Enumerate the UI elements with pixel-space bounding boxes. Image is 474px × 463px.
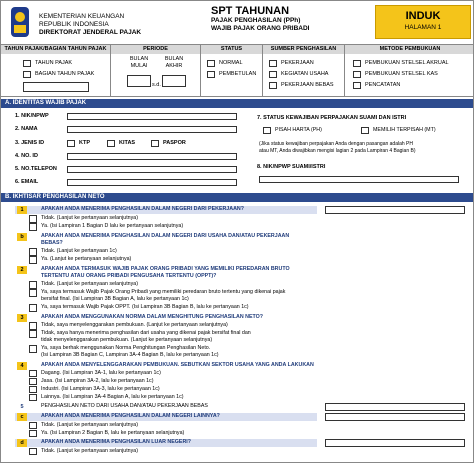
spouse-npwp-input[interactable] (259, 176, 459, 183)
question-1b-line2: BEBAS? (41, 240, 63, 246)
income-business-checkbox[interactable] (269, 71, 277, 78)
method-note-label: PENCATATAN (365, 82, 401, 88)
paspor-checkbox[interactable] (151, 140, 159, 147)
status-fix-checkbox[interactable] (207, 71, 215, 78)
question-1b1-no: Tidak. (Lanjut ke pertanyaan selanjutnya) (41, 281, 138, 287)
sector-other: Lainnya. (Isi Lampiran 3A-4 Bagian A, lalu ke pertanyaan 1c) (41, 394, 184, 400)
start-month-label: BULAN MULAI (129, 56, 149, 69)
question-1b1-no-checkbox[interactable] (29, 281, 37, 289)
question-1b1-yes1-cont: bersifat final. (Isi Lampiran 3B Bagian A, lalu ke pertanyaan 1c) (41, 296, 189, 302)
sector-trade-checkbox[interactable] (29, 370, 37, 377)
question-1b2-yes: Ya, saya berhak menggunakan Norma Penghitungan Penghasilan Neto. (41, 345, 211, 351)
form-subtitle-1: PAJAK PENGHASILAN (PPh) (211, 17, 301, 24)
tax-year-part-label: BAGIAN TAHUN PAJAK (35, 71, 95, 77)
status-title: STATUS (201, 45, 262, 54)
question-1c-amount[interactable] (325, 413, 465, 421)
income-job-label: PEKERJAAN (281, 60, 314, 66)
npwp-input[interactable] (67, 113, 237, 120)
question-1b-no-checkbox[interactable] (29, 248, 37, 256)
question-1c-yes: Ya. (Isi Lampiran 2 Bagian B, lalu ke pertanyaan selanjutnya) (41, 430, 185, 436)
question-1b-yes: Ya. (Lanjut ke pertanyaan selanjutnya) (41, 256, 132, 262)
question-1b-total-number: 5 (17, 403, 27, 411)
name-label: 2. NAMA (15, 126, 38, 132)
question-1b1-yes2-checkbox[interactable] (29, 304, 37, 312)
ph-label: PISAH HARTA (PH) (275, 127, 322, 133)
sector-service: Jasa. (Isi Lampiran 3A-2, lalu ke pertanyaan 1c) (41, 378, 154, 384)
status-fix-label: PEMBETULAN (219, 71, 257, 77)
page-badge (375, 5, 471, 39)
ph-checkbox[interactable] (263, 127, 271, 134)
period-column (111, 45, 201, 97)
npwp-label: 1. NIK/NPWP (15, 113, 49, 119)
end-month-label: BULAN AKHIR (164, 56, 184, 69)
mt-label: MEMILIH TERPISAH (MT) (373, 127, 436, 133)
phone-input[interactable] (67, 166, 237, 173)
question-1b-letter: b (17, 233, 27, 241)
email-input[interactable] (67, 179, 237, 186)
question-1a-no-checkbox[interactable] (29, 215, 37, 223)
status-column (201, 45, 263, 97)
question-1b1-yes2: Ya, saya termasuk Wajib Pajak OPPT. (Isi Lampiran 3B Bagian B, lalu ke pertanyaan 1c) (41, 304, 249, 310)
question-1c-yes-checkbox[interactable] (29, 430, 37, 437)
ministry-name: KEMENTERIAN KEUANGAN (39, 13, 125, 20)
period-title: PERIODE (111, 45, 200, 54)
question-1b1-line2: TERTENTU ATAU ORANG PRIBADI PENGUSAHA TERTENTU (OPPT)? (41, 273, 217, 279)
income-business-label: KEGIATAN USAHA (281, 71, 329, 77)
name-input[interactable] (67, 126, 237, 133)
income-source-title: SUMBER PENGHASILAN (263, 45, 344, 54)
method-accrual-label: PEMBUKUAN STELSEL AKRUAL (365, 60, 449, 66)
question-1d-no-checkbox[interactable] (29, 448, 37, 455)
period-sd: s.d. (152, 82, 161, 88)
question-1a-no: Tidak. (Lanjut ke pertanyaan selanjutnya) (41, 215, 138, 221)
agency-block (39, 13, 141, 37)
question-1c: APAKAH ANDA MENERIMA PENGHASILAN DALAM NEGERI LAINNYA? (41, 413, 220, 419)
question-1b1-yes1-checkbox[interactable] (29, 289, 37, 297)
ktp-label: KTP (79, 140, 90, 146)
bookkeeping-column (345, 45, 474, 97)
method-cash-label: PEMBUKUAN STELSEL KAS (365, 71, 438, 77)
net-income-business-amount[interactable] (325, 403, 465, 411)
email-label: 6. EMAIL (15, 179, 39, 185)
sector-other-checkbox[interactable] (29, 394, 37, 401)
form-header (1, 1, 474, 45)
end-month-input[interactable] (162, 75, 186, 87)
question-1b2-no: Tidak, saya menyelenggarakan pembukuan. (Lanjut ke pertanyaan selanjutnya) (41, 322, 228, 328)
form-title-block (211, 5, 309, 33)
sector-trade: Dagang. (Isi Lampiran 3A-1, lalu ke pertanyaan 1c) (41, 370, 161, 376)
kitas-checkbox[interactable] (107, 140, 115, 147)
income-free-label: PEKERJAAN BEBAS (281, 82, 334, 88)
phone-label: 5. NO.TELEPON (15, 166, 57, 172)
question-1b1-number: 2 (17, 266, 27, 274)
question-1d-letter: d (17, 439, 27, 447)
income-free-checkbox[interactable] (269, 82, 277, 89)
tax-year-part-checkbox[interactable] (23, 71, 31, 78)
id-no-label: 4. NO. ID (15, 153, 38, 159)
ministry-emblem-icon (5, 5, 35, 39)
question-1b2-no2: Tidak, saya hanya menerima penghasilan dari usaha yang dikenai pajak bersifat final dan (41, 330, 251, 336)
income-job-checkbox[interactable] (269, 60, 277, 67)
question-1b1-yes1: Ya, saya termasuk Wajib Pajak Orang Pribadi yang memiliki peredaran bruto tertentu yang dikenai pajak (41, 289, 286, 295)
tax-year-full-checkbox[interactable] (23, 60, 31, 67)
question-1b-no: Tidak. (Lanjut ke pertanyaan 1c) (41, 248, 117, 254)
tax-year-column (1, 45, 111, 97)
question-1c-letter: c (17, 413, 27, 421)
question-1b3: APAKAH ANDA MENYELENGGARAKAN PEMBUKUAN. SEBUTKAN SEKTOR USAHA YANG ANDA LAKUKAN (41, 362, 314, 368)
method-note-checkbox[interactable] (353, 82, 361, 89)
question-1b-yes-checkbox[interactable] (29, 256, 37, 264)
question-1b2-no2-checkbox[interactable] (29, 330, 37, 338)
tax-year-full-label: TAHUN PAJAK (35, 60, 73, 66)
question-1a-amount[interactable] (325, 206, 465, 214)
sector-industry: Industri. (Isi Lampiran 3A-3, lalu ke pertanyaan 1c) (41, 386, 160, 392)
question-1d-no: Tidak. (Lanjut ke pertanyaan selanjutnya) (41, 448, 138, 454)
ktp-checkbox[interactable] (67, 140, 75, 147)
method-accrual-checkbox[interactable] (353, 60, 361, 67)
start-month-input[interactable] (127, 75, 151, 87)
question-1c-no: Tidak. (Lanjut ke pertanyaan selanjutnya) (41, 422, 138, 428)
question-1b2: APAKAH ANDA MENGGUNAKAN NORMA DALAM MENGHITUNG PENGHASILAN NETO? (41, 314, 263, 320)
question-1b2-yes-cont: (Isi Lampiran 3B Bagian C, Lampiran 3A-4 Bagian B, lalu ke pertanyaan 1c) (41, 352, 219, 358)
directorate-name: DIREKTORAT JENDERAL PAJAK (39, 29, 142, 36)
question-1b2-yes-checkbox[interactable] (29, 345, 37, 353)
question-1a: APAKAH ANDA MENERIMA PENGHASILAN DALAM NEGERI DARI PEKERJAAN? (41, 206, 244, 212)
id-no-input[interactable] (67, 153, 237, 160)
question-1b1-line1: APAKAH ANDA TERMASUK WAJIB PAJAK ORANG PRIBADI YANG MEMILIKI PEREDARAN BRUTO (41, 266, 290, 272)
spouse-note-2: atau MT, Anda diwajibkan mengisi lagian 2 pada Lampiran 4 Bagian B) (259, 148, 416, 154)
net-income-business-label: PENGHASILAN NETO DARI USAHA DAN/ATAU PEKERJAAN BEBAS (41, 403, 208, 409)
tax-year-input[interactable] (23, 82, 89, 92)
mt-checkbox[interactable] (361, 127, 369, 134)
badge-page: HALAMAN 1 (404, 24, 442, 31)
form-title: SPT TAHUNAN (211, 5, 290, 17)
status-normal-checkbox[interactable] (207, 60, 215, 67)
question-1c-no-checkbox[interactable] (29, 422, 37, 429)
method-cash-checkbox[interactable] (353, 71, 361, 78)
question-1-number: 1 (17, 206, 27, 214)
income-source-column (263, 45, 345, 97)
spouse-npwp-label: 8. NIK/NPWP SUAMI/ISTRI (257, 164, 326, 170)
bookkeeping-title: METODE PEMBUKUAN (345, 45, 474, 54)
question-1b2-no-checkbox[interactable] (29, 322, 37, 330)
section-a-header: A. IDENTITAS WAJIB PAJAK (1, 99, 474, 108)
question-1b3-number: 4 (17, 362, 27, 370)
kitas-label: KITAS (119, 140, 136, 146)
question-1b-line1: APAKAH ANDA MENERIMA PENGHASILAN DALAM NEGERI DARI USAHA DAN/ATAU PEKERJAAN (41, 233, 290, 239)
status-normal-label: NORMAL (219, 60, 243, 66)
form-subtitle-2: WAJIB PAJAK ORANG PRIBADI (211, 25, 310, 32)
question-1a-yes-checkbox[interactable] (29, 223, 37, 231)
question-1a-yes: Ya. (Isi Lampiran 1 Bagian D lalu ke pertanyaan selanjutnya) (41, 223, 184, 229)
republic-name: REPUBLIK INDONESIA (39, 21, 109, 28)
sector-service-checkbox[interactable] (29, 378, 37, 385)
question-1b2-number: 3 (17, 314, 27, 322)
period-row (1, 45, 474, 97)
tax-year-title: TAHUN PAJAK/BAGIAN TAHUN PAJAK (1, 45, 110, 54)
question-1b2-no2-cont: tidak menyelenggarakan pembukuan. (Lanjut ke pertanyaan selanjutnya) (41, 337, 213, 343)
badge-title: INDUK (405, 10, 441, 22)
paspor-label: PASPOR (163, 140, 186, 146)
question-1d: APAKAH ANDA MENERIMA PENGHASILAN LUAR NEGERI? (41, 439, 191, 445)
question-1d-amount[interactable] (325, 439, 465, 447)
sector-industry-checkbox[interactable] (29, 386, 37, 393)
section-b-header: B. IKHTISAR PENGHASILAN NETO (1, 193, 474, 202)
id-type-label: 3. JENIS ID (15, 140, 45, 146)
spouse-note-1: (Jika status kewajiban perpajakan Anda dengan pasangan adalah PH (259, 141, 413, 147)
spouse-status-label: 7. STATUS KEWAJIBAN PERPAJAKAN SUAMI DAN ISTRI (257, 115, 407, 121)
